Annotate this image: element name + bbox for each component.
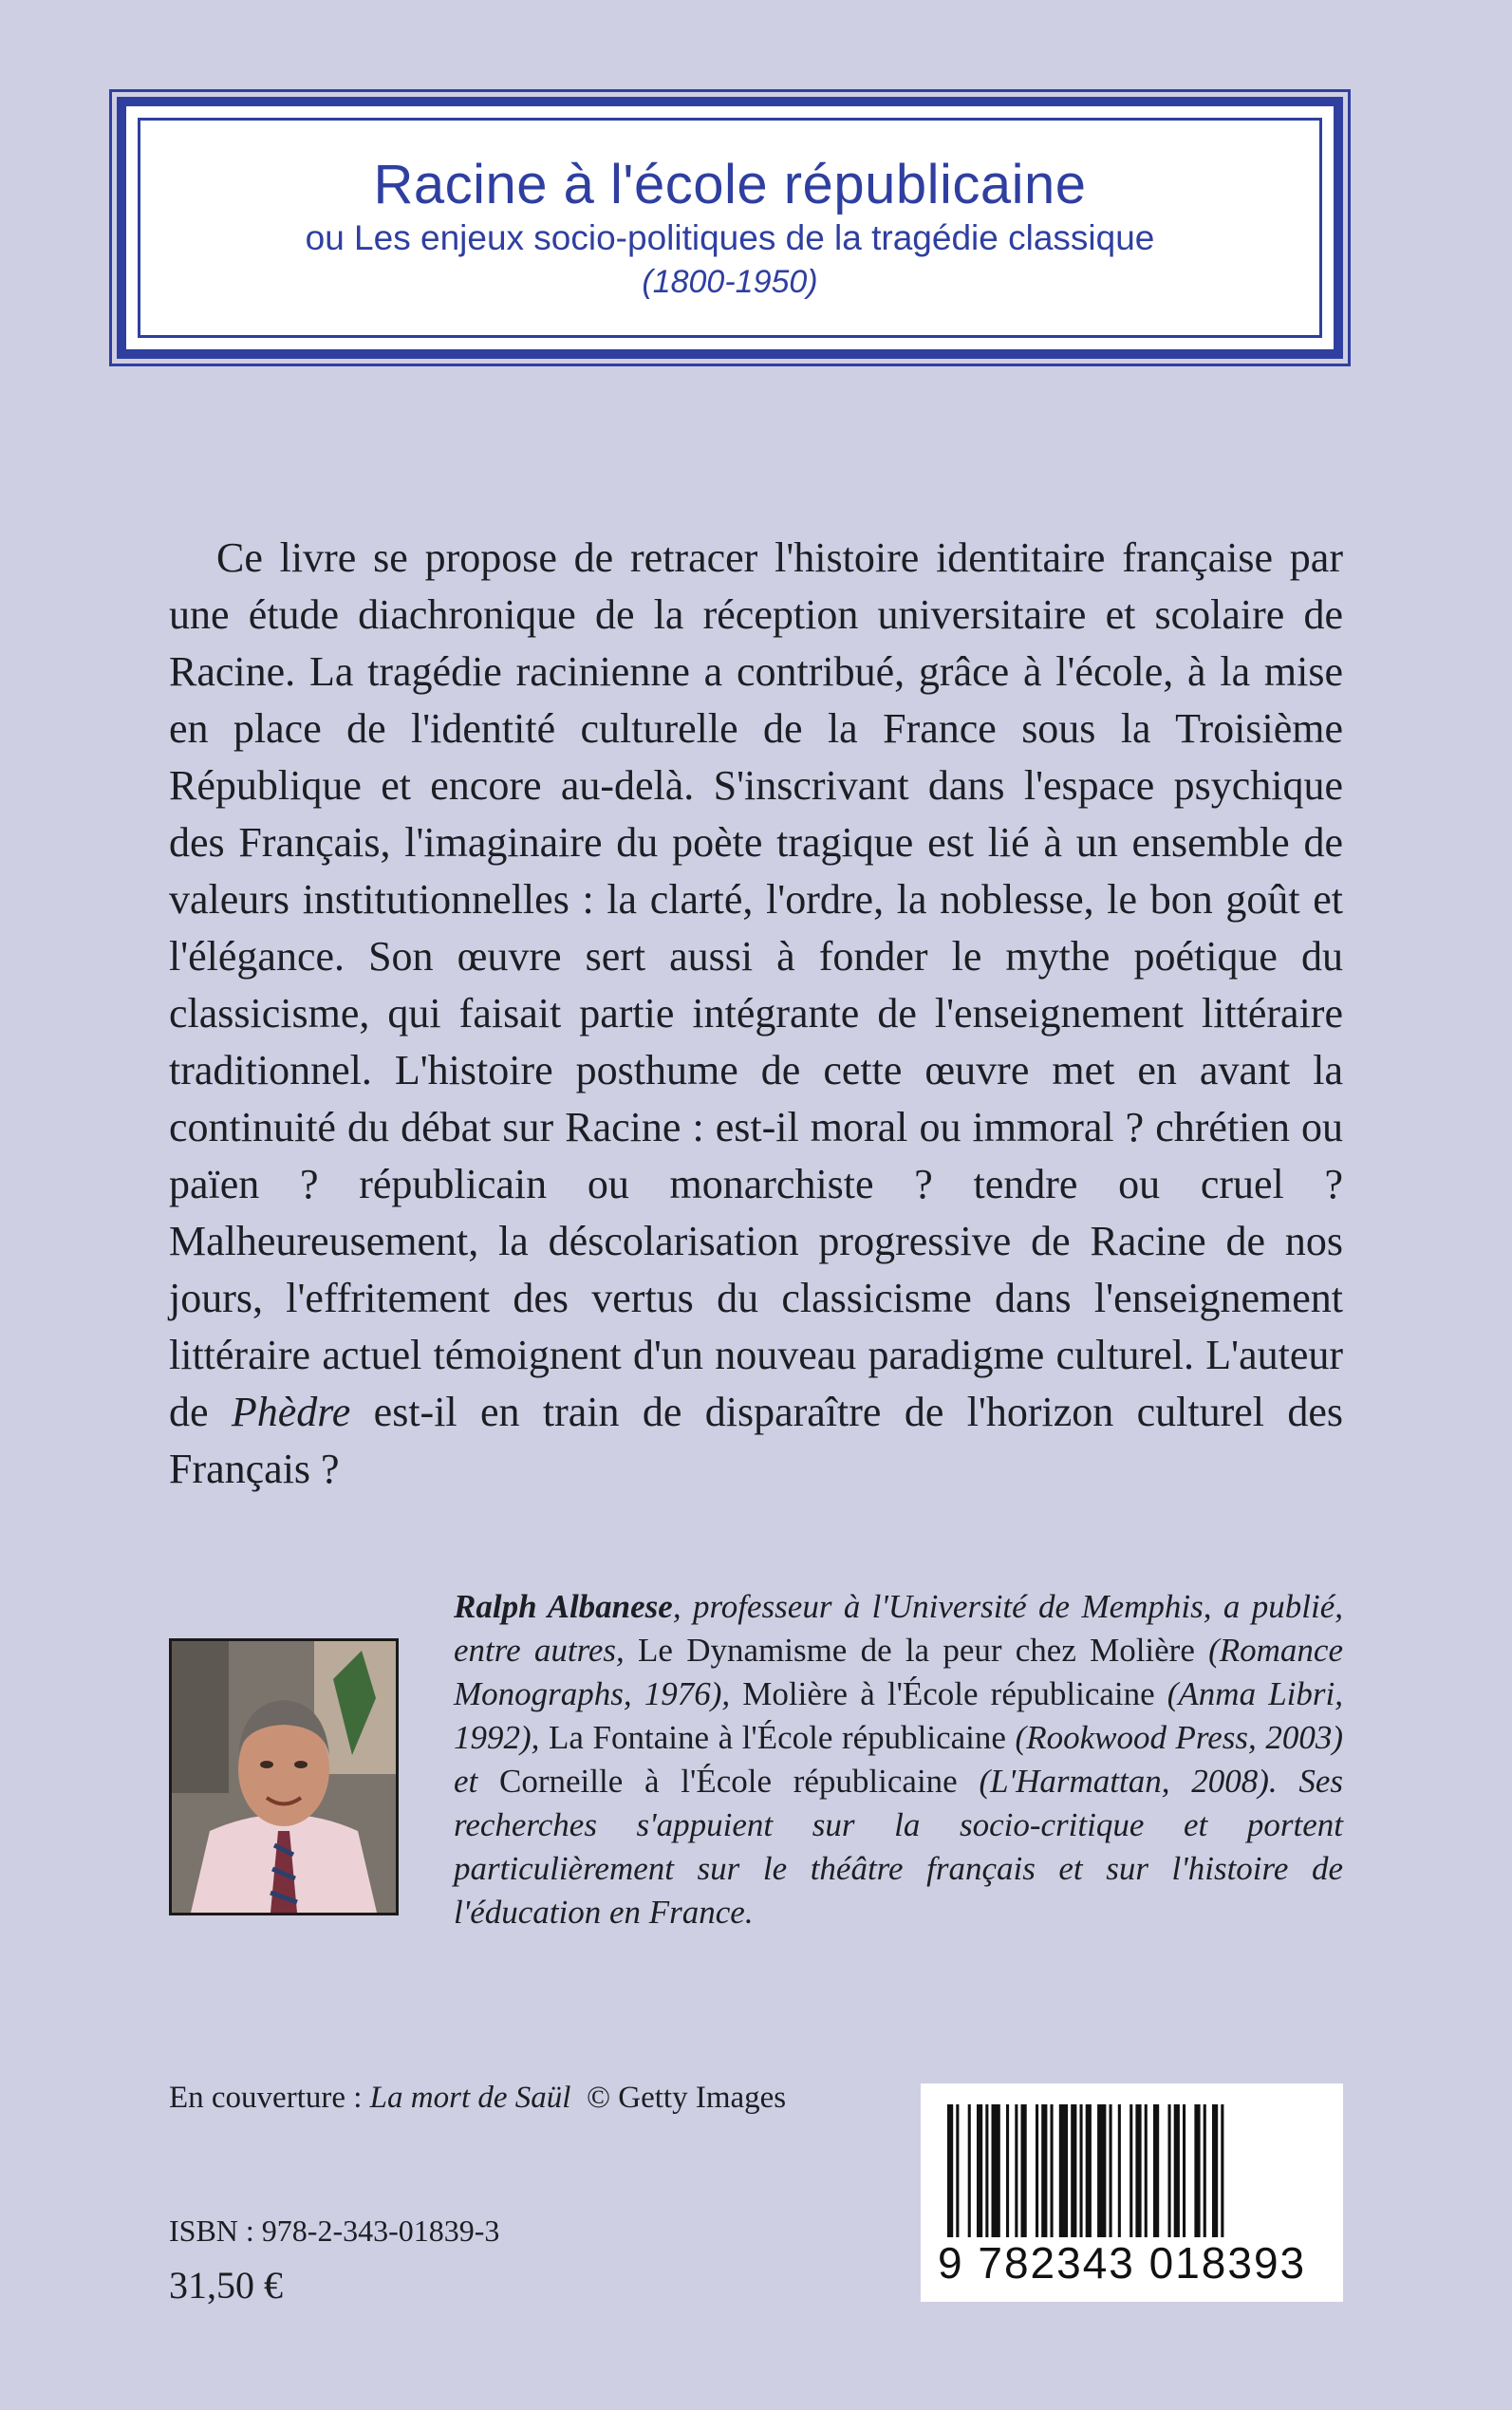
author-photo <box>169 1638 399 1915</box>
cover-credit <box>169 2079 786 2117</box>
author-work: Le Dynamisme de la peur chez Molière <box>638 1632 1195 1669</box>
author-bio <box>454 1585 1343 1934</box>
author-publisher: (Anma Libri, 1992), <box>454 1675 1343 1756</box>
barcode-digits: 9 782343 018393 <box>938 2238 1307 2288</box>
book-subtitle: ou Les enjeux socio-politiques de la tragédie classique <box>305 218 1155 257</box>
author-portrait-image <box>172 1641 396 1913</box>
cover-copyright: © Getty Images <box>570 2081 787 2115</box>
blurb-text: Ce livre se propose de retracer l'histoire identitaire française par une étude diachronique de la réception universitaire et scolaire de Racine. La tragédie racinienne a contribué, grâce à l'école, à la mise en place de l'identité culturelle de la France sous la Troisième République et encore au-delà. S'inscrivant dans l'espace psychique des Français, l'imaginaire du poète tragique est lié à un ensemble de valeurs institutionnelles : la clarté, l'ordre, la noblesse, le bon goût et l'élégance. Son œuvre sert aussi à fonder le mythe poétique du classicisme, qui faisait partie intégrante de l'enseignement littéraire traditionnel. L'histoire posthume de cette œuvre met en avant la continuité du débat sur Racine : est-il moral ou immoral ? chrétien ou païen ? républicain ou monarchiste ? tendre ou cruel ? Malheureusement, la déscolarisation progressive de Racine de nos jours, l'effritement des vertus du classicisme dans l'enseignement littéraire actuel témoignent d'un nouveau paradigme culturel. L'auteur de <box>169 534 1343 1435</box>
blurb-text-end: est-il en train de disparaître de l'horizon culturel des Français ? <box>169 1389 1344 1492</box>
back-cover-blurb <box>169 530 1343 1498</box>
cover-credit-prefix: En couverture : <box>169 2081 370 2115</box>
barcode-bars <box>947 2104 1322 2237</box>
author-work: Corneille à l'École républicaine <box>499 1763 958 1800</box>
blurb-italic-title: Phèdre <box>231 1389 351 1435</box>
title-block <box>126 154 1334 304</box>
cover-artwork-title: La mort de Saül <box>369 2081 571 2115</box>
author-work: La Fontaine à l'École républicaine <box>549 1719 1006 1756</box>
author-publisher: (Romance Monographs, 1976), <box>454 1632 1344 1712</box>
barcode <box>921 2083 1343 2302</box>
title-frame <box>117 97 1343 359</box>
author-publisher: (Rookwood Press, 2003) et <box>454 1719 1344 1800</box>
author-bio-text: , professeur à l'Université de Memphis, a publié, entre autres, <box>454 1588 1343 1669</box>
price: 31,50 € <box>169 2264 283 2307</box>
author-name: Ralph Albanese <box>454 1588 673 1625</box>
book-title: Racine à l'école républicaine <box>373 154 1087 215</box>
book-dates: (1800-1950) <box>642 264 818 300</box>
isbn: ISBN : 978-2-343-01839-3 <box>169 2214 500 2248</box>
author-publisher: (L'Harmattan, 2008). Ses recherches s'appuient sur la socio-critique et portent particulièrement sur le théâtre français et sur l'histoire de l'éducation en France. <box>454 1763 1343 1931</box>
author-work: Molière à l'École républicaine <box>742 1675 1155 1712</box>
